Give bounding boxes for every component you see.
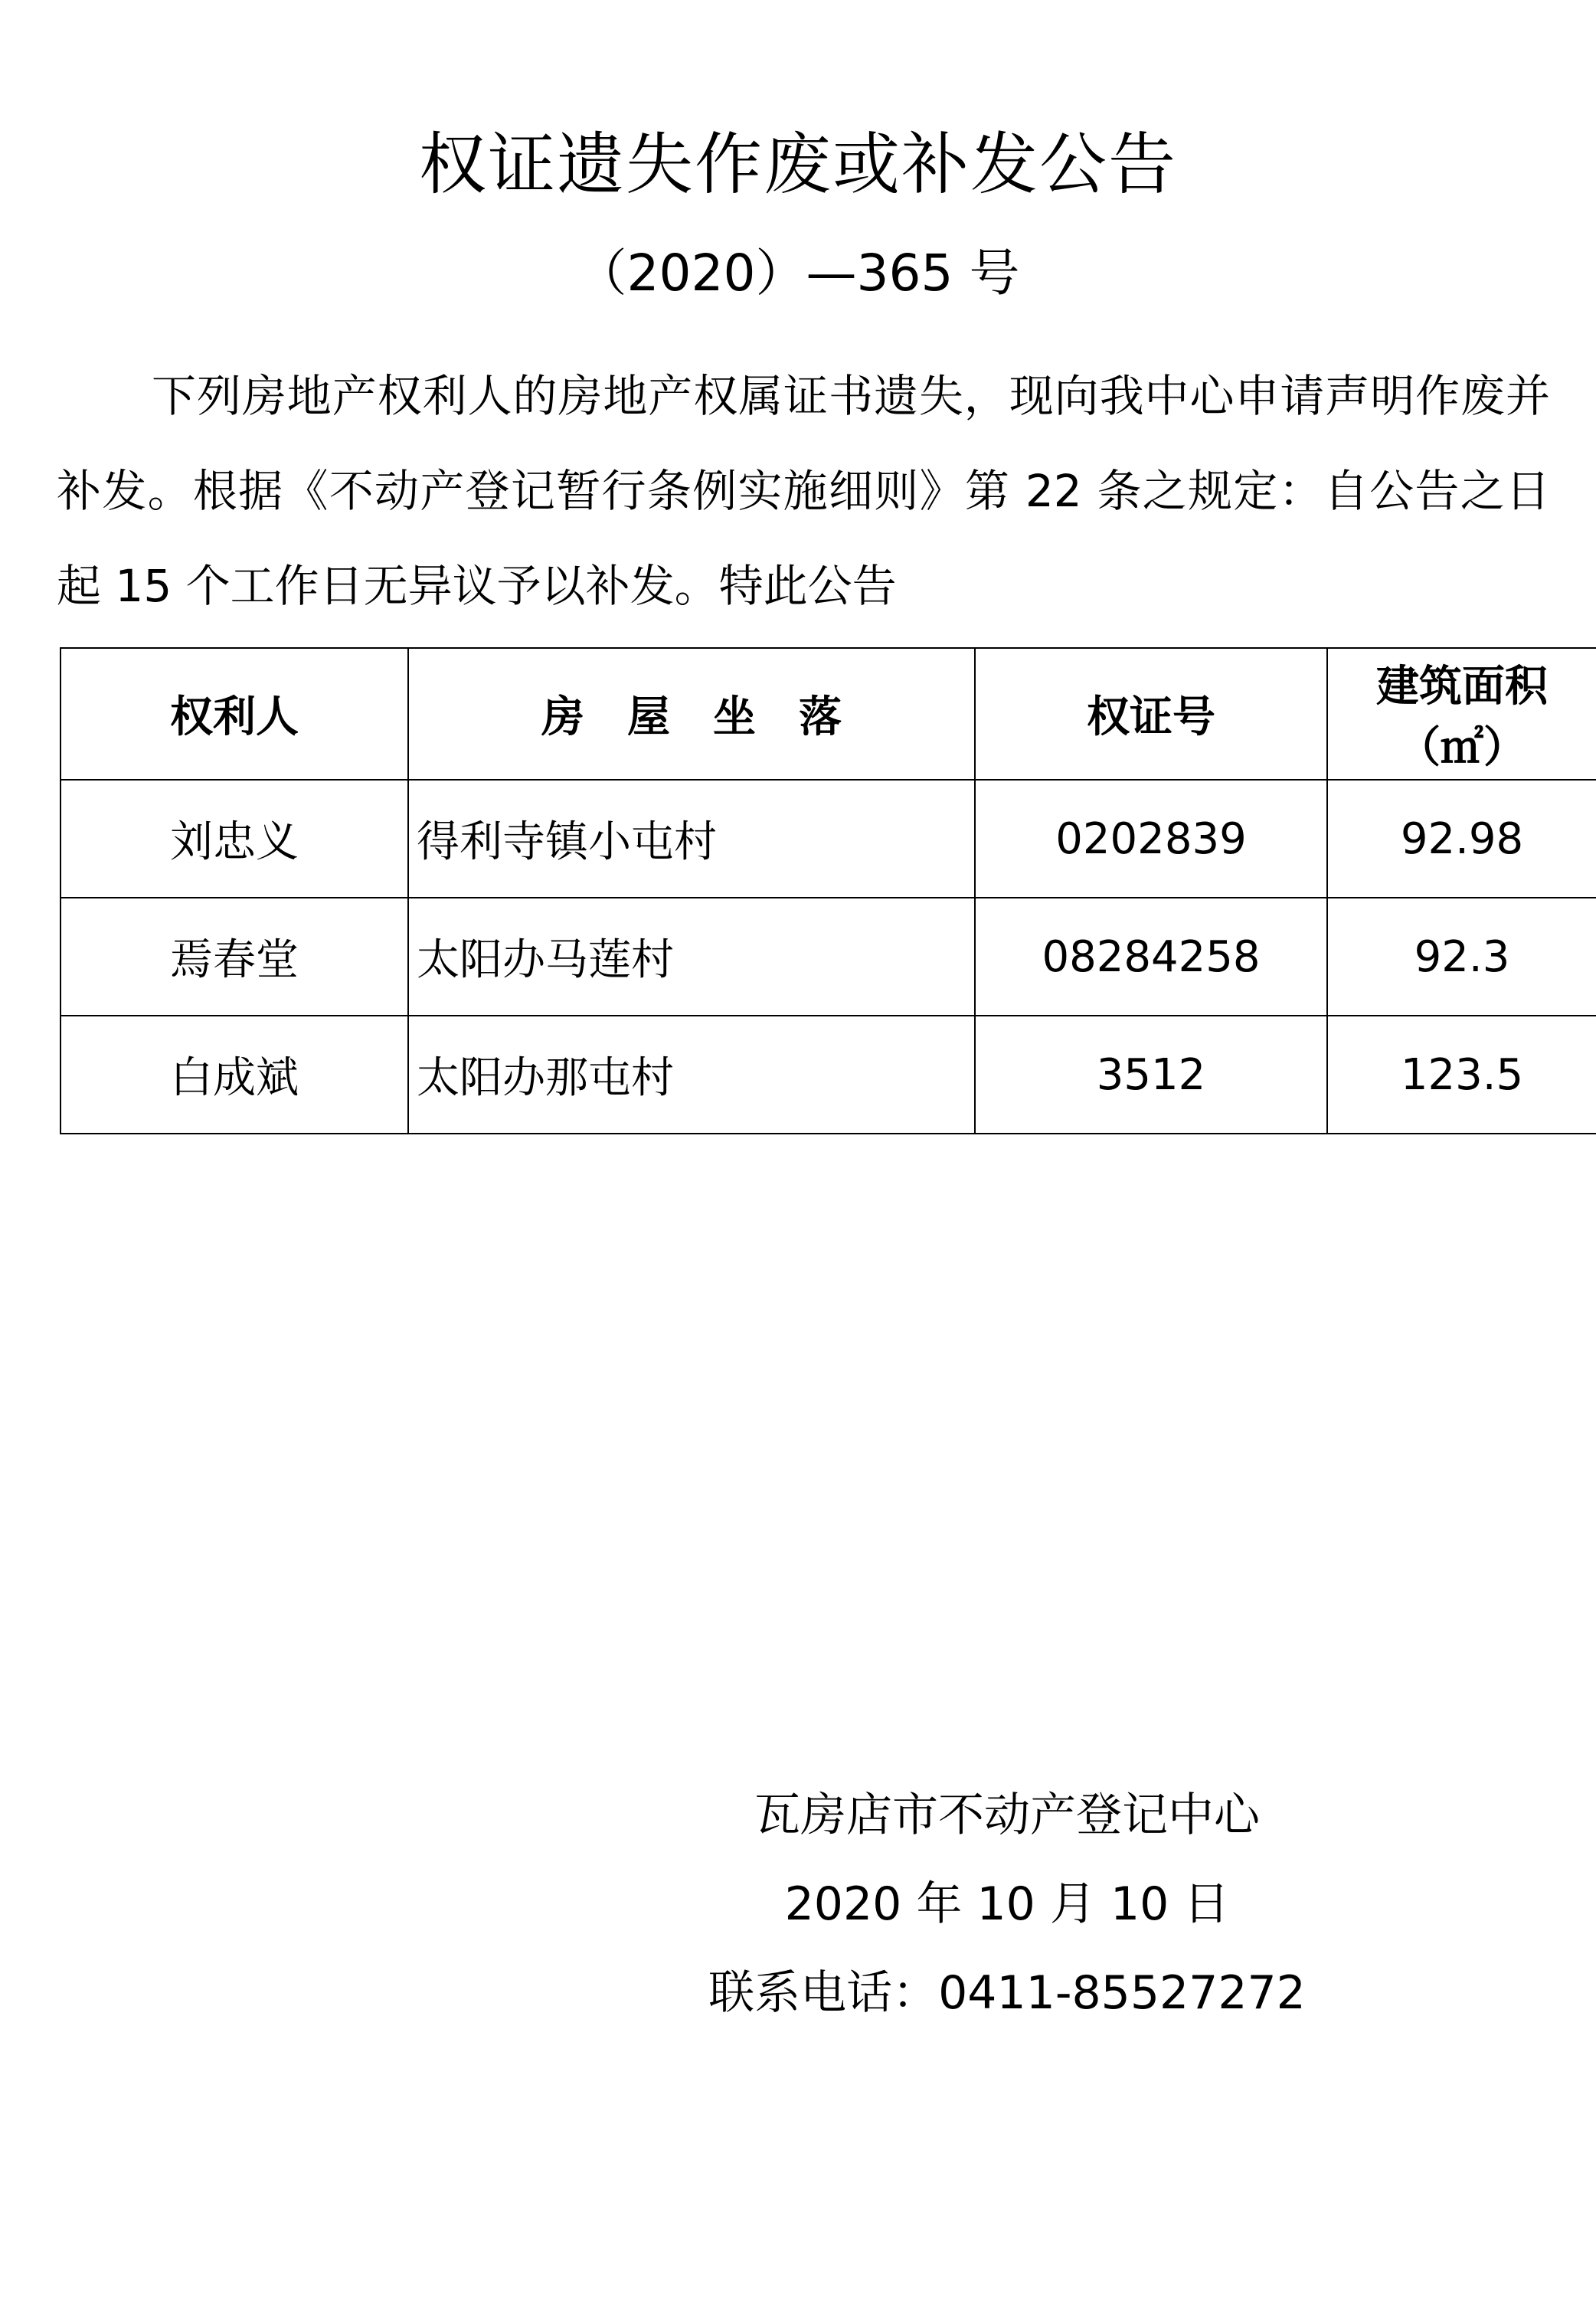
cell-area: 92.98 bbox=[1327, 780, 1596, 898]
table-row bbox=[61, 780, 1596, 898]
cell-cert-no: 08284258 bbox=[975, 898, 1327, 1016]
cell-area: 123.5 bbox=[1327, 1016, 1596, 1134]
header-owner: 权利人 bbox=[61, 648, 408, 780]
header-area-unit: （㎡） bbox=[1398, 723, 1526, 773]
table-row bbox=[61, 1016, 1596, 1134]
header-area-label: 建筑面积 bbox=[1376, 662, 1548, 712]
header-area bbox=[1327, 648, 1596, 780]
cell-owner: 白成斌 bbox=[61, 1016, 408, 1134]
cell-location: 得利寺镇小屯村 bbox=[408, 780, 975, 898]
header-location: 房 屋 坐 落 bbox=[408, 648, 975, 780]
cell-location: 太阳办那屯村 bbox=[408, 1016, 975, 1134]
header-cert-no: 权证号 bbox=[975, 648, 1327, 780]
cell-owner: 刘忠义 bbox=[61, 780, 408, 898]
cell-owner: 焉春堂 bbox=[61, 898, 408, 1016]
notice-title: 权证遗失作废或补发公告 bbox=[418, 125, 1177, 204]
records-table bbox=[60, 647, 1596, 1134]
notice-number: （2020）—365 号 bbox=[576, 244, 1020, 303]
table-row bbox=[61, 898, 1596, 1016]
issue-date: 2020 年 10 月 10 日 bbox=[784, 1877, 1230, 1931]
cell-cert-no: 0202839 bbox=[975, 780, 1327, 898]
table-header-row bbox=[61, 648, 1596, 780]
contact-phone: 联系电话：0411-85527272 bbox=[708, 1966, 1306, 2020]
notice-body: 下列房地产权利人的房地产权属证书遗失，现向我中心申请声明作废并补发。根据《不动产登记暂行条例实施细则》第 22 条之规定：自公告之日起 15 个工作日无异议予以补发。特此公告 bbox=[57, 370, 1550, 612]
cell-cert-no: 3512 bbox=[975, 1016, 1327, 1134]
issuing-organization: 瓦房店市不动产登记中心 bbox=[754, 1789, 1260, 1842]
cell-area: 92.3 bbox=[1327, 898, 1596, 1016]
cell-location: 太阳办马莲村 bbox=[408, 898, 975, 1016]
